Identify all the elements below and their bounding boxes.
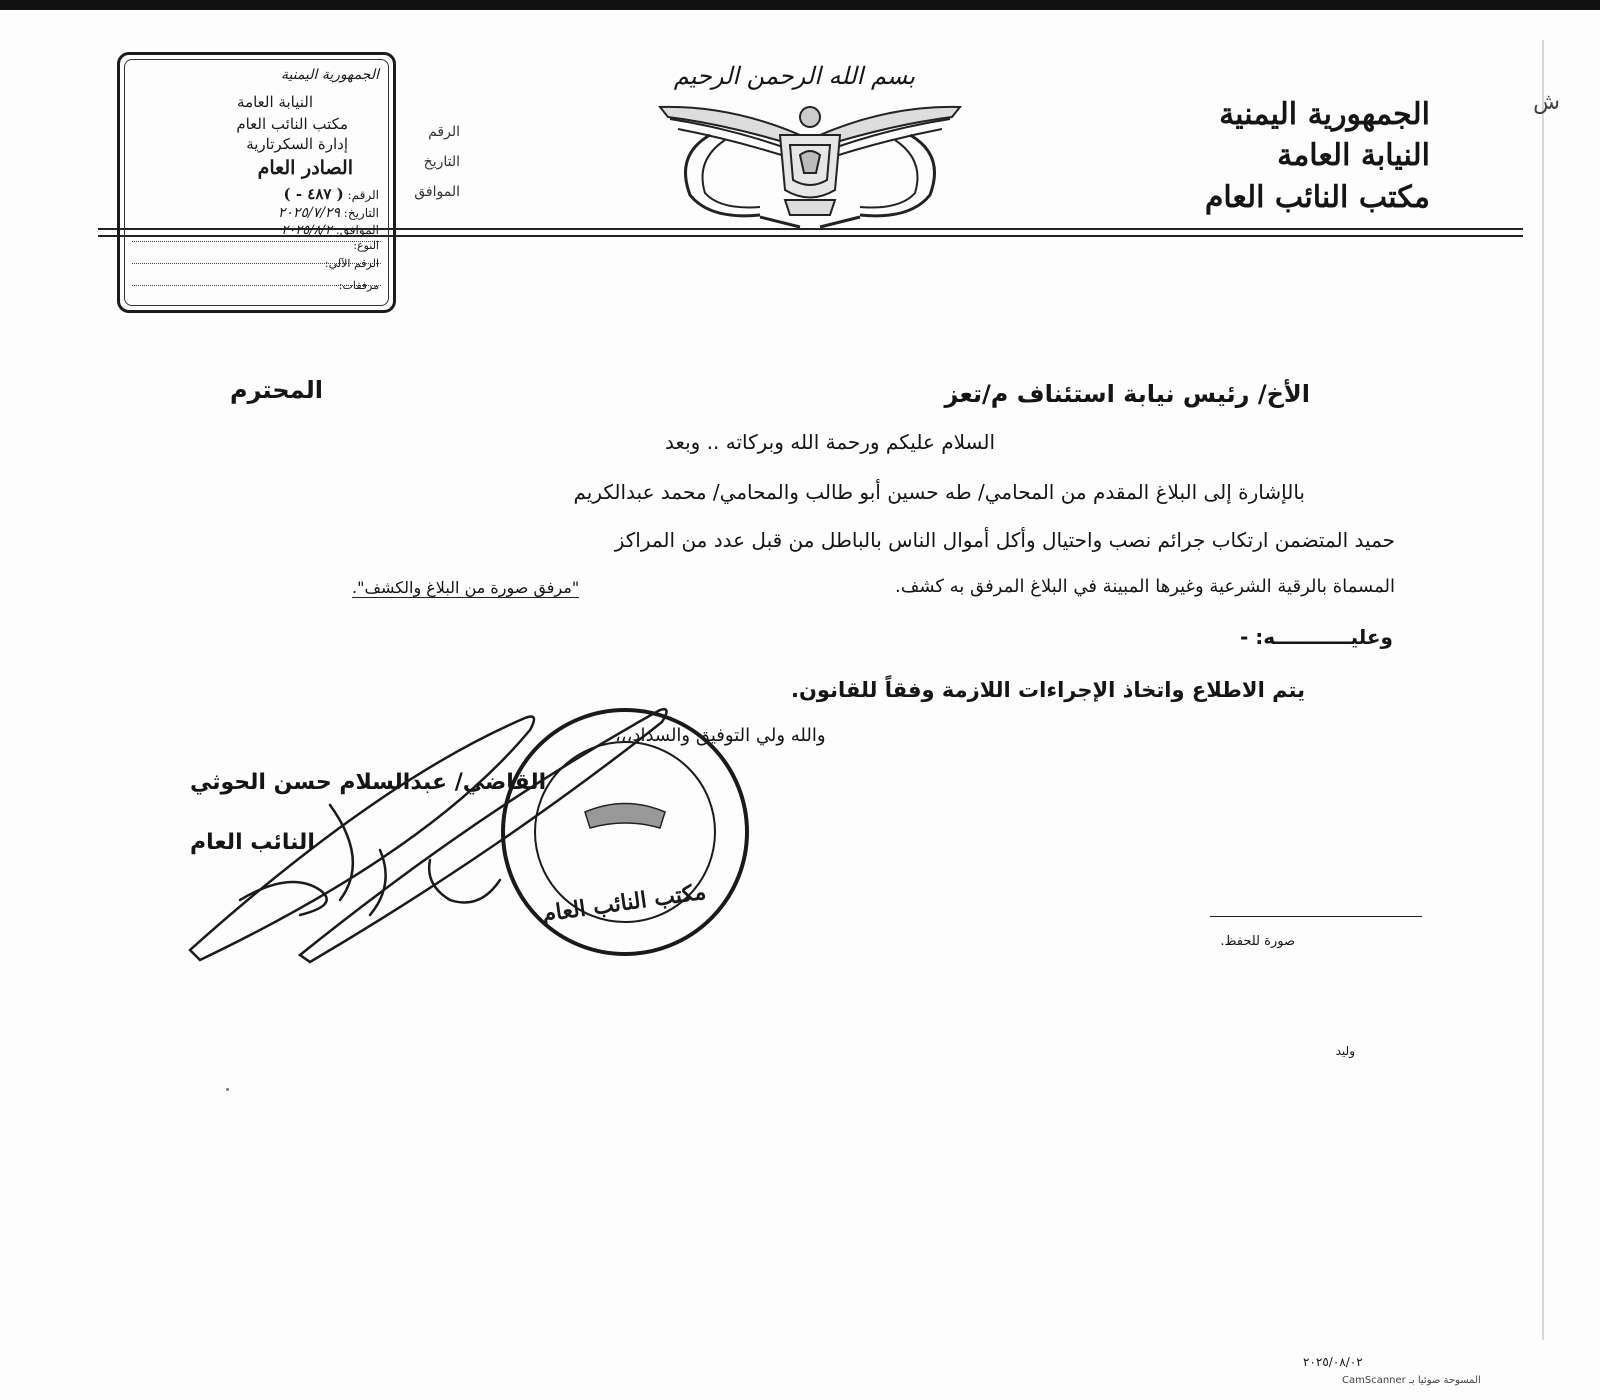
scan-date: ٢٠٢٥/٠٨/٠٢: [1303, 1355, 1363, 1369]
paragraph-line-2: حميد المتضمن ارتكاب جرائم نصب واحتيال وأكل أموال الناس بالباطل من قبل عدد من المراكز: [614, 528, 1395, 552]
margin-mark: ش: [1533, 90, 1560, 115]
signature-and-seal: [180, 700, 770, 980]
stamp-attachments-label: مرفقات:: [338, 279, 379, 292]
reference-labels: [414, 117, 460, 207]
stamp-corresponding-label: الموافق:: [335, 223, 379, 237]
clerk-initials: وليد: [1335, 1044, 1355, 1058]
signatory-name: القاضي/ عبدالسلام حسن الحوثي: [190, 770, 547, 795]
paragraph-line-1: بالإشارة إلى البلاغ المقدم من المحامي/ طه حسين أبو طالب والمحامي/ محمد عبدالكريم: [573, 480, 1305, 504]
label-date: التاريخ: [423, 154, 460, 170]
signatory-title: النائب العام: [190, 830, 315, 855]
copy-for-file: صورة للحفظ.: [1220, 934, 1295, 949]
stamp-office: مكتب النائب العام: [236, 115, 348, 133]
paragraph-line-3: المسماة بالرقية الشرعية وغيرها المبينة في البلاغ المرفق به كشف.: [894, 576, 1395, 597]
basmala: بسم الله الرحمن الرحيم: [673, 62, 915, 90]
stamp-corresponding-row: [281, 223, 379, 238]
stamp-date-label: التاريخ:: [343, 206, 379, 220]
directive: يتم الاطلاع واتخاذ الإجراءات اللازمة وفقاً للقانون.: [791, 678, 1305, 702]
stamp-corresponding-value: ٢٠٢٥/٨/٢: [281, 223, 332, 238]
stamp-number-value: ( ٤٨٧ - ): [283, 185, 344, 203]
letterhead-authority: النيابة العامة: [1277, 138, 1430, 173]
letterhead: [1205, 95, 1430, 219]
therefore-heading: وعليـــــــــــه: -: [1239, 625, 1393, 649]
stamp-authority: النيابة العامة: [237, 93, 313, 111]
label-number: الرقم: [428, 124, 460, 140]
stamp-number-row: [284, 185, 380, 203]
eagle-emblem-icon: [650, 95, 970, 230]
stamp-number-label: الرقم:: [347, 188, 379, 202]
scanner-watermark: CamScanner المسوحة ضوئيا بـ: [1342, 1375, 1481, 1386]
attachment-note: "مرفق صورة من البلاغ والكشف".: [352, 578, 580, 597]
addressee: الأخ/ رئيس نيابة استئناف م/تعز: [944, 380, 1310, 408]
stamp-dept: إدارة السكرتارية: [246, 135, 348, 153]
stamp-type-label: النوع:: [353, 239, 379, 252]
honorific: المحترم: [230, 376, 323, 404]
stamp-date-value: ٢٠٢٥/٧/٢٩: [277, 205, 340, 221]
stamp-emblem-text: الجمهورية اليمنية: [280, 67, 379, 83]
handwritten-signature: [190, 709, 667, 962]
registry-stamp: [117, 52, 396, 313]
closing: والله ولي التوفيق والسداد،،،: [615, 725, 826, 746]
seal-text: مكتب النائب العام: [540, 878, 708, 928]
label-corresponding: الموافق: [414, 184, 460, 200]
cc-rule: [1210, 916, 1422, 917]
letterhead-country: الجمهورية اليمنية: [1219, 97, 1430, 132]
speck: [226, 1088, 229, 1091]
top-border-bar: [0, 0, 1600, 10]
letterhead-office: مكتب النائب العام: [1204, 180, 1430, 215]
page-edge: [1542, 40, 1544, 1340]
stamp-auto-number-label: الرقم الآلي:: [324, 257, 379, 270]
official-seal-icon: [503, 710, 747, 954]
stamp-date-row: [278, 205, 379, 221]
greeting: السلام عليكم ورحمة الله وبركاته .. وبعد: [664, 430, 996, 454]
stamp-register: الصادر العام: [257, 157, 353, 179]
